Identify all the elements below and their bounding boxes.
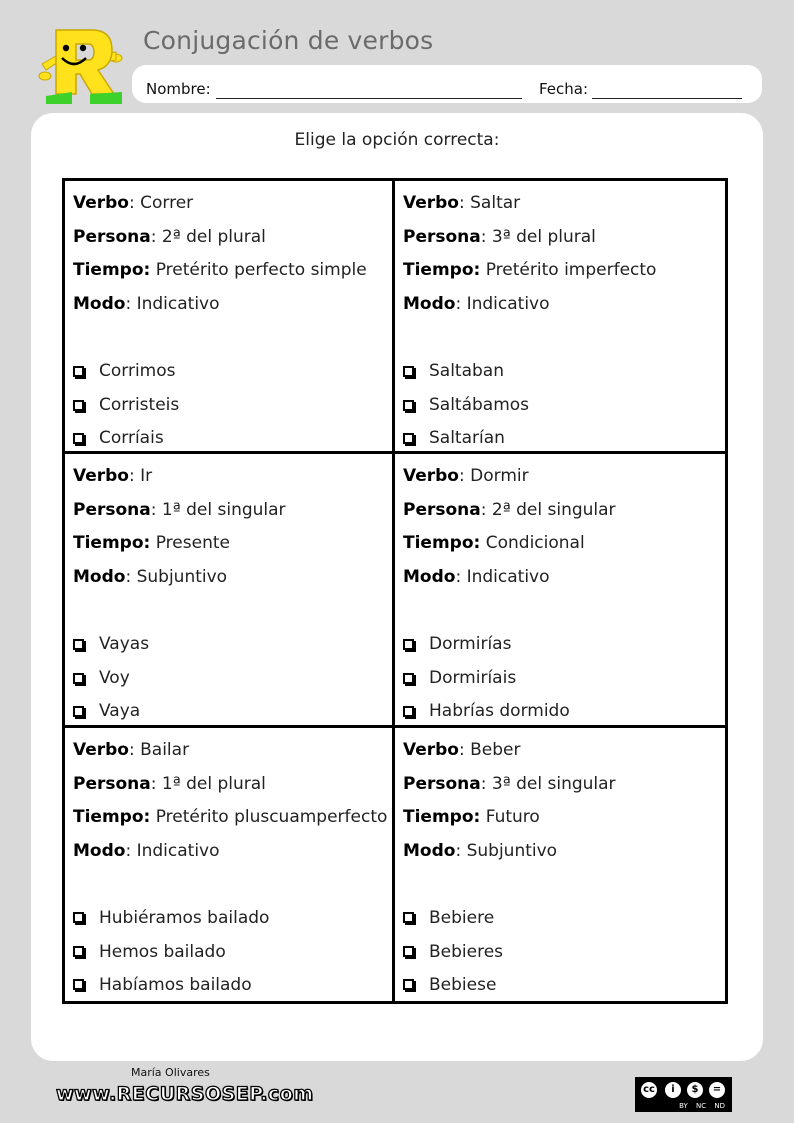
option-label: Corríais — [99, 428, 164, 448]
mode-label: Modo — [73, 294, 126, 314]
mode-label: Modo — [403, 840, 456, 861]
mode-label: Modo — [403, 567, 456, 588]
mode-row — [403, 567, 550, 587]
tense-label: Tiempo: — [73, 806, 151, 827]
option[interactable] — [73, 428, 164, 448]
author-name: María Olivares — [131, 1066, 210, 1079]
verb-label: Verbo — [73, 466, 129, 487]
option-label: Hubiéramos bailado — [99, 907, 270, 928]
exercise-cell — [65, 181, 395, 454]
tense-label: Tiempo: — [403, 533, 481, 554]
cc-license-badge — [635, 1077, 732, 1112]
option[interactable] — [73, 668, 130, 688]
verb-value: : Bailar — [129, 739, 190, 760]
option-label: Dormiríais — [429, 668, 517, 689]
person-label: Persona — [403, 500, 481, 521]
checkbox-icon[interactable] — [73, 673, 84, 684]
date-field[interactable] — [592, 98, 742, 99]
worksheet-card — [31, 113, 763, 1061]
verb-row — [73, 740, 189, 760]
tense-label: Tiempo: — [73, 533, 151, 554]
option-label: Saltarían — [429, 428, 505, 448]
noderivatives-icon: = — [707, 1080, 727, 1100]
person-row — [403, 227, 596, 247]
tense-value: Pretérito perfecto simple — [150, 260, 367, 280]
exercise-cell — [395, 454, 725, 727]
person-row — [73, 774, 266, 794]
tense-row — [403, 807, 540, 827]
mode-value: : Subjuntivo — [125, 567, 228, 588]
checkbox-icon[interactable] — [73, 979, 84, 990]
verb-label: Verbo — [73, 193, 129, 213]
person-value: : 3ª del plural — [480, 227, 596, 247]
verb-value: : Correr — [129, 193, 194, 213]
exercise-cell — [395, 728, 725, 1001]
option-label: Vayas — [99, 634, 150, 655]
person-value: : 3ª del singular — [480, 773, 616, 794]
name-field[interactable] — [216, 98, 522, 99]
option-label: Habíamos bailado — [99, 974, 252, 995]
option[interactable] — [403, 701, 570, 721]
verb-label: Verbo — [403, 739, 459, 760]
person-value: : 1ª del singular — [150, 500, 286, 521]
tense-row — [73, 533, 230, 553]
person-label: Persona — [73, 500, 151, 521]
option-label: Saltábamos — [429, 395, 530, 415]
mode-label: Modo — [73, 567, 126, 588]
option-label: Vaya — [99, 701, 141, 722]
person-label: Persona — [403, 773, 481, 794]
exercise-cell — [65, 454, 395, 727]
mode-row — [403, 294, 550, 314]
verb-label: Verbo — [403, 193, 459, 213]
mode-row — [73, 567, 227, 587]
option[interactable] — [403, 634, 511, 654]
option-label: Dormirías — [429, 634, 512, 655]
option[interactable] — [73, 942, 226, 962]
mode-row — [73, 294, 220, 314]
license-tags: BY NC ND — [679, 1102, 725, 1110]
checkbox-icon[interactable] — [403, 946, 414, 957]
checkbox-icon[interactable] — [73, 946, 84, 957]
tense-row — [73, 260, 367, 280]
verb-value: : Dormir — [459, 466, 529, 487]
person-row — [403, 774, 616, 794]
website-link[interactable]: www.RECURSOSEP.com — [56, 1083, 314, 1105]
page-title: Conjugación de verbos — [143, 26, 434, 55]
checkbox-icon[interactable] — [403, 706, 414, 717]
verb-label: Verbo — [73, 739, 129, 760]
name-date-bar — [132, 65, 762, 103]
mode-value: : Indicativo — [455, 567, 550, 588]
option[interactable] — [73, 701, 140, 721]
tense-value: Condicional — [480, 533, 585, 554]
checkbox-icon[interactable] — [403, 400, 414, 411]
mode-value: : Indicativo — [125, 294, 220, 314]
option-label: Corristeis — [99, 395, 180, 415]
verb-row — [73, 193, 193, 213]
verb-row — [73, 466, 152, 486]
tense-value: Pretérito imperfecto — [480, 260, 657, 280]
verb-value: : Saltar — [459, 193, 521, 213]
option-label: Hemos bailado — [99, 941, 226, 962]
option[interactable] — [403, 908, 494, 928]
tense-value: Pretérito pluscuamperfecto — [150, 806, 388, 827]
tense-row — [403, 260, 656, 280]
verb-value: : Ir — [129, 466, 153, 487]
person-label: Persona — [73, 227, 151, 247]
person-label: Persona — [73, 773, 151, 794]
verb-row — [403, 466, 529, 486]
option-label: Habrías dormido — [429, 701, 570, 722]
option[interactable] — [73, 908, 269, 928]
checkbox-icon[interactable] — [73, 639, 84, 650]
person-label: Persona — [403, 227, 481, 247]
verb-row — [403, 740, 521, 760]
date-label: Fecha: — [539, 80, 589, 98]
option[interactable] — [403, 668, 516, 688]
recursosep-logo — [28, 18, 128, 106]
tense-label: Tiempo: — [73, 260, 151, 280]
option-label: Voy — [99, 668, 130, 689]
checkbox-icon[interactable] — [403, 366, 414, 377]
tense-value: Futuro — [480, 806, 540, 827]
option-label: Bebiese — [429, 974, 497, 995]
verb-label: Verbo — [403, 466, 459, 487]
noncommercial-icon: $ — [685, 1080, 705, 1100]
tense-label: Tiempo: — [403, 806, 481, 827]
mode-row — [73, 841, 220, 861]
mode-label: Modo — [73, 840, 126, 861]
mode-label: Modo — [403, 294, 456, 314]
checkbox-icon[interactable] — [73, 706, 84, 717]
cc-icon: cc — [639, 1080, 659, 1100]
option[interactable] — [403, 428, 505, 448]
option-label: Corrimos — [99, 361, 176, 381]
option-label: Saltaban — [429, 361, 504, 381]
checkbox-icon[interactable] — [403, 673, 414, 684]
tense-label: Tiempo: — [403, 260, 481, 280]
mode-value: : Indicativo — [125, 840, 220, 861]
checkbox-icon[interactable] — [403, 912, 414, 923]
checkbox-icon[interactable] — [73, 366, 84, 377]
option[interactable] — [73, 634, 149, 654]
exercise-grid — [62, 178, 728, 1004]
person-row — [73, 227, 266, 247]
exercise-cell — [395, 181, 725, 454]
person-row — [403, 500, 616, 520]
person-value: : 2ª del plural — [150, 227, 266, 247]
person-row — [73, 500, 286, 520]
checkbox-icon[interactable] — [73, 400, 84, 411]
option[interactable] — [73, 395, 179, 415]
verb-value: : Beber — [459, 739, 521, 760]
option-label: Bebiere — [429, 907, 495, 928]
person-value: : 2ª del singular — [480, 500, 616, 521]
option[interactable] — [403, 942, 503, 962]
option[interactable] — [73, 975, 252, 995]
mode-row — [403, 841, 557, 861]
instruction: Elige la opción correcta: — [294, 130, 500, 150]
checkbox-icon[interactable] — [403, 979, 414, 990]
checkbox-icon[interactable] — [403, 433, 414, 444]
option[interactable] — [403, 395, 529, 415]
name-label: Nombre: — [146, 80, 211, 98]
person-value: : 1ª del plural — [150, 773, 266, 794]
tense-row — [403, 533, 585, 553]
verb-row — [403, 193, 520, 213]
exercise-cell — [65, 728, 395, 1001]
option[interactable] — [403, 361, 504, 381]
tense-row — [73, 807, 387, 827]
option[interactable] — [403, 975, 496, 995]
checkbox-icon[interactable] — [403, 639, 414, 650]
mode-value: : Indicativo — [455, 294, 550, 314]
attribution-icon: i — [663, 1080, 683, 1100]
checkbox-icon[interactable] — [73, 433, 84, 444]
option[interactable] — [73, 361, 176, 381]
tense-value: Presente — [150, 533, 230, 554]
checkbox-icon[interactable] — [73, 912, 84, 923]
option-label: Bebieres — [429, 941, 504, 962]
mode-value: : Subjuntivo — [455, 840, 558, 861]
